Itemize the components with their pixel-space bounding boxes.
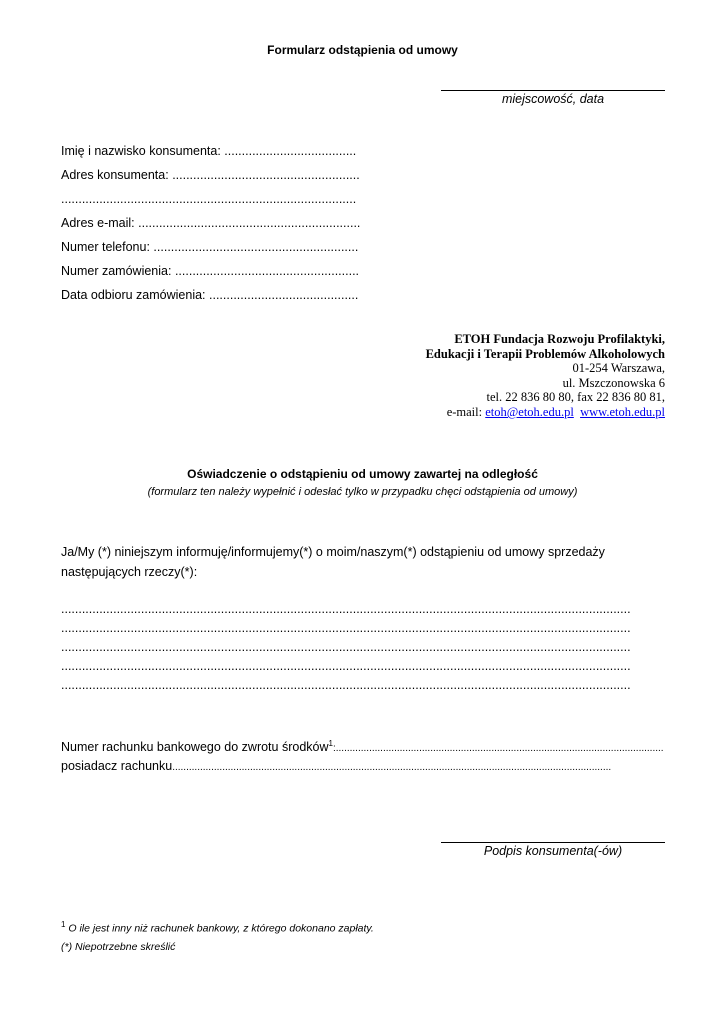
footnote-ref: 1 — [328, 739, 333, 748]
recipient-postal: 01-254 Warszawa, — [572, 361, 665, 375]
field-order-number[interactable] — [61, 264, 359, 278]
field-dots: ........................................... — [209, 288, 359, 302]
signature-caption: Podpis konsumenta(-ów) — [483, 844, 623, 858]
field-dots: ...................................................... — [172, 168, 360, 182]
declaration-text-line1: Ja/My (*) niniejszym informuję/informujemy(*) o moim/naszym(*) odstąpieniu od umowy sprzedaży — [61, 545, 605, 559]
recipient-name-line2: Edukacji i Terapii Problemów Alkoholowych — [425, 347, 665, 361]
field-label: Data odbioru zamówienia: — [61, 288, 206, 302]
page-title: Formularz odstąpienia od umowy — [267, 43, 458, 57]
field-email[interactable] — [61, 216, 360, 230]
field-full-name[interactable] — [61, 144, 356, 158]
field-address-continued[interactable] — [61, 192, 356, 206]
account-holder-dots: .............................................................................................................................................................. — [172, 762, 612, 773]
recipient-street: ul. Mszczonowska 6 — [562, 376, 665, 390]
recipient-name-line1: ETOH Fundacja Rozwoju Profilaktyki, — [454, 332, 665, 346]
signature-line — [441, 842, 665, 843]
recipient-phone: tel. 22 836 80 80, fax 22 836 80 81, — [486, 390, 665, 404]
field-dots: ..................................................................................... — [61, 192, 357, 206]
field-dots: ...................................... — [224, 144, 357, 158]
place-date-line — [441, 90, 665, 91]
declaration-text-line2: następujących rzeczy(*): — [61, 565, 198, 579]
field-label: Numer zamówienia: — [61, 264, 172, 278]
item-line[interactable]: .................................................................................................................................................................... — [61, 640, 631, 654]
field-phone[interactable] — [61, 240, 358, 254]
field-address[interactable] — [61, 168, 360, 182]
field-label: Adres konsumenta: — [61, 168, 169, 182]
declaration-heading: Oświadczenie o odstąpieniu od umowy zawartej na odległość — [187, 467, 538, 481]
email-label: e-mail: — [446, 405, 483, 419]
field-dots: ........................................................... — [153, 240, 359, 254]
bank-account-label: Numer rachunku bankowego do zwrotu środków — [61, 740, 329, 755]
website-link[interactable]: www.etoh.edu.pl — [580, 405, 665, 419]
item-line[interactable]: .................................................................................................................................................................... — [61, 621, 631, 635]
field-receipt-date[interactable] — [61, 288, 358, 302]
bank-account-dots: :...................................................................................................................... — [332, 743, 664, 755]
footnote-mark: 1 — [61, 920, 66, 929]
field-label: Imię i nazwisko konsumenta: — [61, 144, 221, 158]
field-dots: ..................................................... — [174, 264, 360, 278]
item-line[interactable]: .................................................................................................................................................................... — [61, 602, 631, 616]
field-label: Adres e-mail: — [61, 216, 135, 230]
declaration-subheading: (formularz ten należy wypełnić i odesłać tylko w przypadku chęci odstąpienia od umowy) — [147, 486, 578, 498]
field-dots: ................................................................ — [138, 216, 361, 230]
account-holder-field[interactable] — [61, 759, 611, 773]
footnote-text: O ile jest inny niż rachunek bankowy, z którego dokonano zapłaty. — [68, 922, 374, 935]
account-holder-label: posiadacz rachunku — [61, 759, 173, 773]
item-line[interactable]: .................................................................................................................................................................... — [61, 659, 631, 673]
recipient-contact — [447, 405, 665, 420]
item-line[interactable]: .................................................................................................................................................................... — [61, 678, 631, 692]
bank-account-field[interactable] — [61, 739, 664, 754]
footnote-2: (*) Niepotrzebne skreślić — [61, 941, 176, 953]
field-label: Numer telefonu: — [61, 240, 150, 254]
email-link[interactable]: etoh@etoh.edu.pl — [485, 405, 574, 419]
place-date-caption: miejscowość, data — [501, 92, 605, 106]
footnote-1 — [61, 920, 374, 935]
